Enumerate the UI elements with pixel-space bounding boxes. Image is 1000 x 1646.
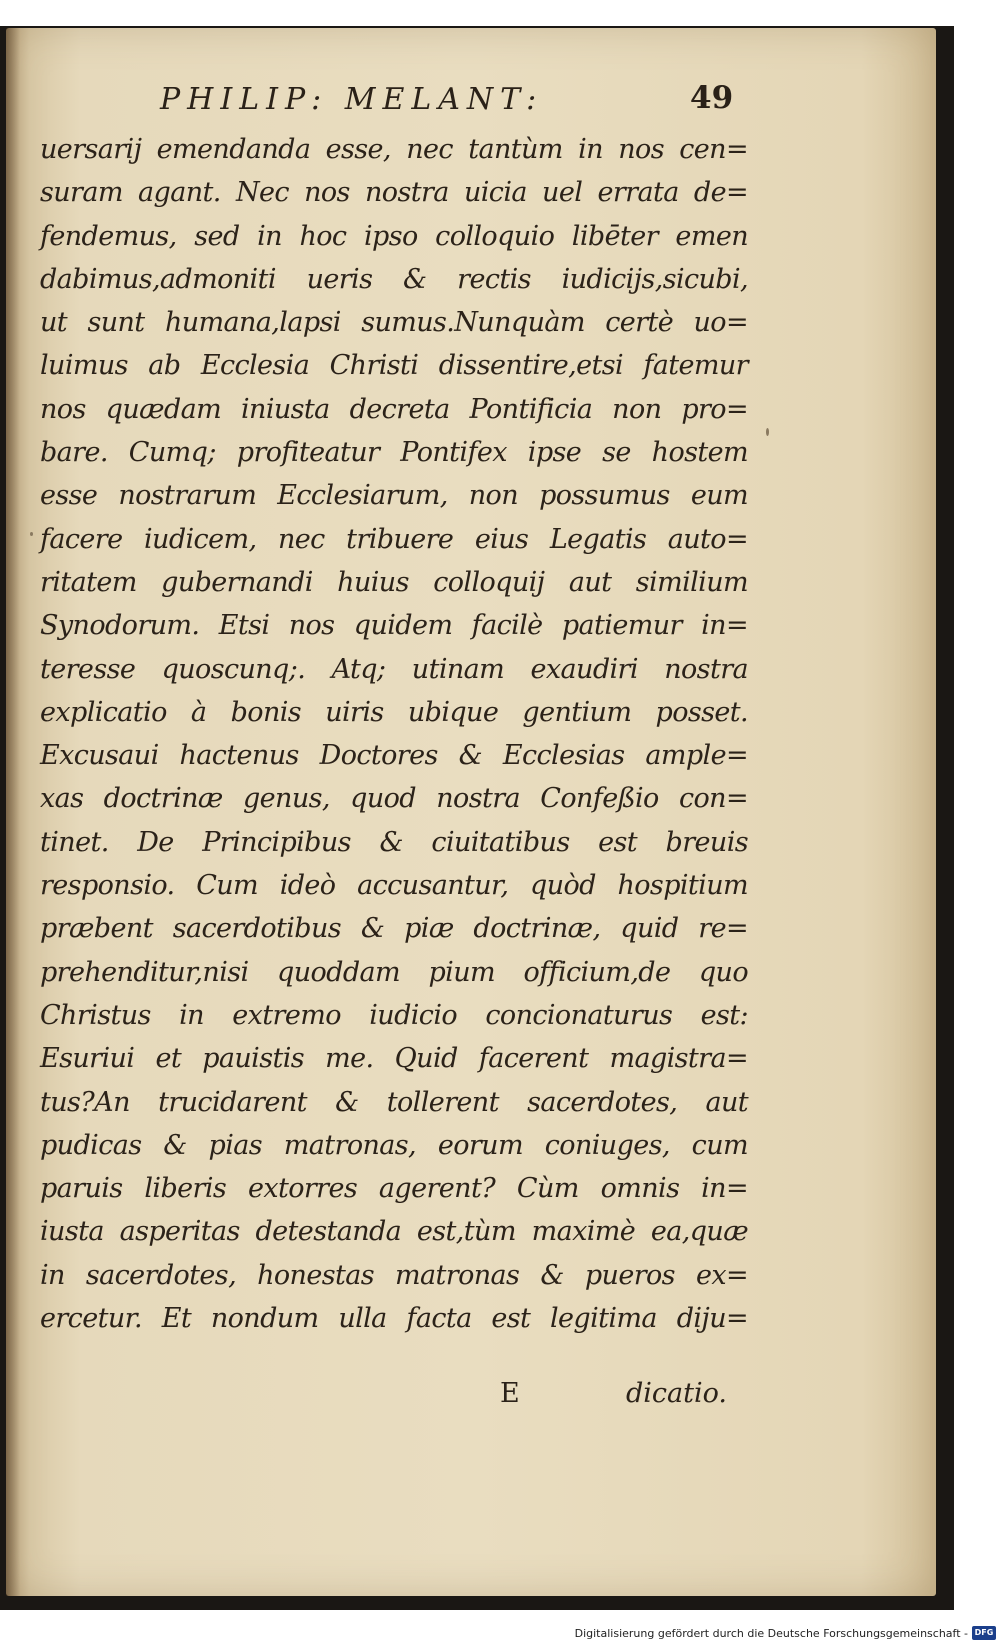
spine-shadow (6, 28, 20, 1596)
text-line: ritatem gubernandi huius colloquij aut similium (40, 566, 748, 598)
running-head: PHILIP: MELANT: (160, 82, 544, 117)
text-line: Christus in extremo iudicio concionaturus est: (40, 999, 748, 1031)
signature-mark: E (500, 1378, 520, 1409)
footer-bar (0, 1624, 1000, 1646)
page-number: 49 (690, 80, 734, 116)
catchword: dicatio. (626, 1378, 727, 1409)
body-text (40, 128, 748, 1340)
text-line: responsio. Cum ideò accusantur, quòd hospitium (40, 870, 748, 902)
text-line: bare. Cumq; profiteatur Pontifex ipse se hostem (40, 437, 748, 469)
text-line: pudicas & pias matronas, eorum coniuges, cum (40, 1129, 748, 1161)
text-line: esse nostrarum Ecclesiarum, non possumus eum (40, 480, 748, 512)
text-line: in sacerdotes, honestas matronas & pueros ex= (40, 1259, 748, 1291)
text-line: ercetur. Et nondum ulla facta est legitima diju= (40, 1303, 748, 1335)
text-line: præbent sacerdotibus & piæ doctrinæ, quid re= (40, 913, 748, 945)
paper-speck (766, 428, 769, 436)
text-line: tus?An trucidarent & tollerent sacerdotes, aut (40, 1086, 748, 1118)
text-line: Synodorum. Etsi nos quidem facilè patiemur in= (40, 610, 748, 642)
text-line: dabimus,admoniti ueris & rectis iudicijs,sicubi, (40, 263, 748, 295)
paper-speck (30, 532, 33, 536)
text-line: suram agant. Nec nos nostra uicia uel errata de= (40, 177, 748, 209)
text-line: nos quædam iniusta decreta Pontificia non pro= (40, 393, 748, 425)
text-line: teresse quoscunq;. Atq; utinam exaudiri nostra (40, 653, 748, 685)
text-line: fendemus, sed in hoc ipso colloquio libēter emen (40, 220, 748, 252)
text-line: uersarij emendanda esse, nec tantùm in nos cen= (40, 134, 748, 165)
text-line: Excusaui hactenus Doctores & Ecclesias ample= (40, 740, 748, 772)
text-line: Esuriui et pauistis me. Quid facerent magistra= (40, 1043, 748, 1075)
text-line: iusta asperitas detestanda est,tùm maximè ea,quæ (40, 1216, 748, 1248)
footer-credit: Digitalisierung gefördert durch die Deutsche Forschungsgemeinschaft - (574, 1627, 968, 1640)
text-line: prehenditur,nisi quoddam pium officium,de quo (40, 956, 748, 988)
text-line: luimus ab Ecclesia Christi dissentire,etsi fatemur (40, 350, 748, 382)
text-line: explicatio à bonis uiris ubique gentium posset. (40, 696, 748, 728)
text-line: ut sunt humana,lapsi sumus.Nunquàm certè uo= (40, 307, 748, 339)
text-line: facere iudicem, nec tribuere eius Legatis auto= (40, 523, 748, 555)
dfg-logo-icon: DFG (972, 1626, 996, 1640)
text-line: tinet. De Principibus & ciuitatibus est breuis (40, 826, 748, 858)
text-line: paruis liberis extorres agerent? Cùm omnis in= (40, 1173, 748, 1205)
text-line: xas doctrinæ genus, quod nostra Confeßio con= (40, 783, 748, 815)
